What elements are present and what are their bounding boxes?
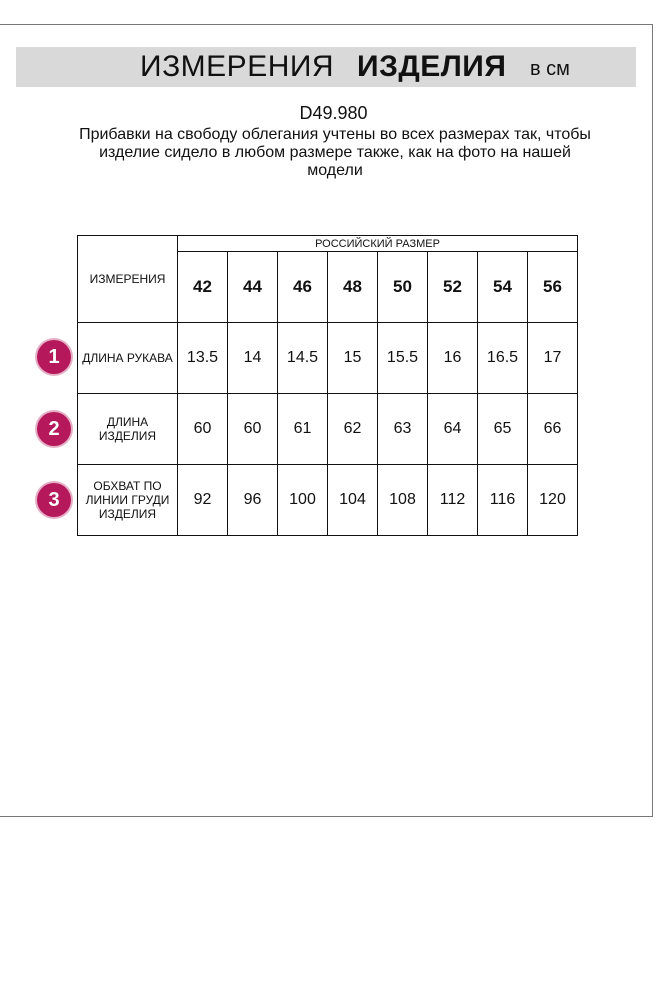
table-cell: 104 [328,465,378,536]
title-measurements: ИЗМЕРЕНИЯ [140,50,335,83]
size-header: 46 [278,252,328,323]
table-row [78,394,578,465]
size-header: 56 [528,252,578,323]
title-unit: в см [530,58,570,80]
table-cell: 100 [278,465,328,536]
size-header: 52 [428,252,478,323]
table-cell: 62 [328,394,378,465]
table-cell: 65 [478,394,528,465]
product-code: D49.980 [299,103,368,123]
table-cell: 92 [178,465,228,536]
title-garment: ИЗДЕЛИЯ [357,50,507,83]
row-number-badge: 1 [37,340,71,374]
table-row [78,323,578,394]
size-header: 44 [228,252,278,323]
table-cell: 16 [428,323,478,394]
table-cell: 13.5 [178,323,228,394]
measure-header: ИЗМЕРЕНИЯ [78,236,178,323]
table-cell: 15.5 [378,323,428,394]
table-row [78,465,578,536]
table-cell: 120 [528,465,578,536]
table-cell: 16.5 [478,323,528,394]
region-header: РОССИЙСКИЙ РАЗМЕР [178,236,578,252]
row-number-badge: 3 [37,483,71,517]
table-cell: 108 [378,465,428,536]
table-cell: 14 [228,323,278,394]
table-cell: 14.5 [278,323,328,394]
table-cell: 96 [228,465,278,536]
size-header: 50 [378,252,428,323]
table-header-row [78,236,578,252]
size-header: 42 [178,252,228,323]
row-label: ДЛИНА ИЗДЕЛИЯ [78,394,178,465]
table-cell: 66 [528,394,578,465]
table-cell: 15 [328,323,378,394]
row-label: ОБХВАТ ПО ЛИНИИ ГРУДИ ИЗДЕЛИЯ [78,465,178,536]
table-cell: 112 [428,465,478,536]
table-cell: 61 [278,394,328,465]
size-header: 48 [328,252,378,323]
fit-note: Прибавки на свободу облегания учтены во всех размерах так, чтобы изделие сидело в любом размере также, как на фото на нашей модели [79,126,591,179]
table-cell: 60 [178,394,228,465]
table-cell: 17 [528,323,578,394]
table-cell: 64 [428,394,478,465]
size-header: 54 [478,252,528,323]
size-table [77,235,578,536]
table-cell: 116 [478,465,528,536]
row-number-badge: 2 [37,412,71,446]
row-label: ДЛИНА РУКАВА [78,323,178,394]
table-cell: 60 [228,394,278,465]
table-cell: 63 [378,394,428,465]
